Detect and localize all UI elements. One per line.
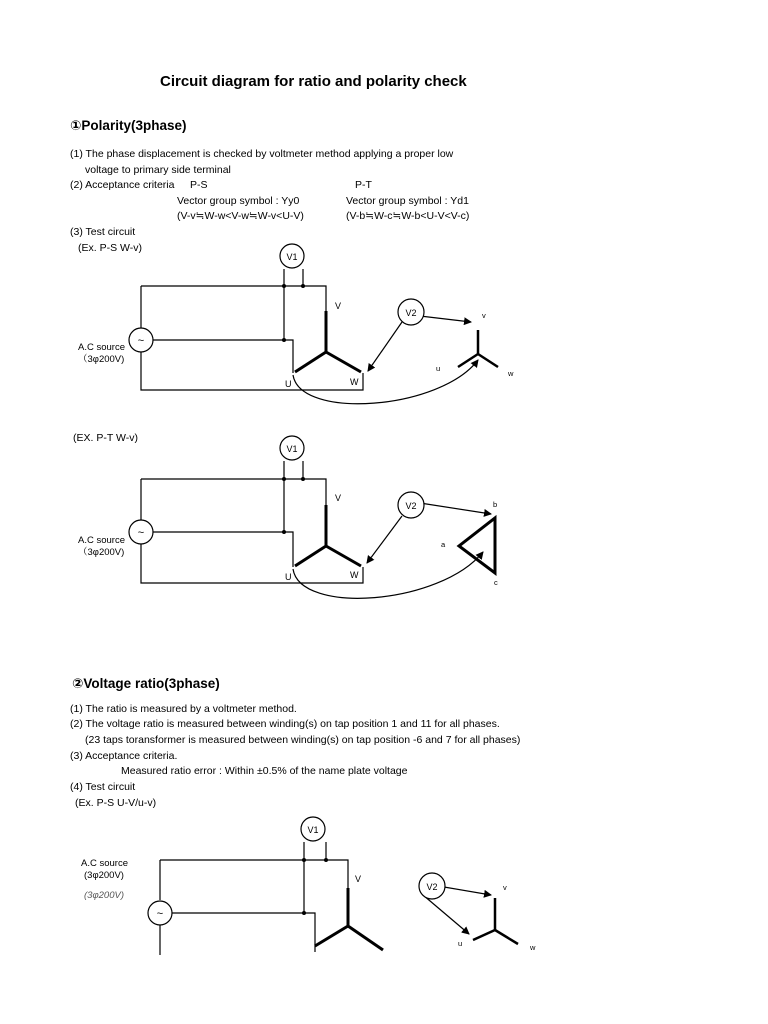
ac-source-label-pt: A.C source	[78, 535, 125, 546]
delta-secondary-pt	[459, 518, 495, 573]
polarity-text-3: (3) Test circuit	[70, 226, 136, 238]
terminal-a-pt: a	[441, 540, 446, 549]
v2-label-ps: V2	[405, 308, 417, 318]
terminal-U-pt: U	[285, 572, 292, 582]
terminal-U-ps: U	[285, 379, 292, 389]
ratio-text-3b: Measured ratio error : Within ±0.5% of the name plate voltage	[121, 765, 408, 777]
example-ps: (Ex. P-S W-v)	[78, 242, 142, 254]
section-heading-polarity: ①Polarity(3phase)	[70, 118, 187, 133]
tilde-icon-pt: ~	[137, 527, 145, 539]
junction-dot	[282, 530, 286, 534]
junction-dot	[301, 477, 305, 481]
wye-primary-ratio	[315, 888, 383, 950]
tilde-icon-ps: ~	[137, 335, 145, 347]
v2-label-pt: V2	[405, 501, 417, 511]
ac-source-label-ps: A.C source	[78, 342, 125, 353]
junction-dot	[282, 477, 286, 481]
ratio-text-2: (2) The voltage ratio is measured between winding(s) on tap position 1 and 11 for all phases.	[70, 718, 500, 730]
terminal-v-ps: v	[482, 311, 486, 320]
terminal-V-pt: V	[335, 493, 342, 503]
wye-primary-ps	[295, 311, 361, 372]
wye-primary-pt	[295, 505, 361, 566]
ac-source-label-ratio: A.C source	[81, 858, 128, 869]
ps-vector-group: Vector group symbol : Yy0	[177, 195, 300, 207]
pt-vector-group: Vector group symbol : Yd1	[346, 195, 469, 207]
junction-dot	[302, 911, 306, 915]
circuit-diagram-pt	[78, 436, 498, 598]
junction-dot	[282, 284, 286, 288]
terminal-v-ratio: v	[503, 883, 507, 892]
wiring-ps	[141, 269, 478, 404]
ps-condition: (V-v≒W-w<V-w≒W-v<U-V)	[177, 210, 304, 222]
junction-dot	[302, 858, 306, 862]
junction-dot	[301, 284, 305, 288]
wye-secondary-ps	[458, 330, 498, 367]
junction-dot	[324, 858, 328, 862]
page-title: Circuit diagram for ratio and polarity check	[160, 73, 467, 90]
ratio-text-1: (1) The ratio is measured by a voltmeter method.	[70, 703, 297, 715]
v1-label-ratio: V1	[307, 825, 319, 835]
v1-label-pt: V1	[286, 444, 298, 454]
terminal-w-ratio: w	[530, 943, 536, 952]
polarity-text-1b: voltage to primary side terminal	[85, 164, 231, 176]
pt-label: P-T	[355, 179, 372, 191]
polarity-text-2: (2) Acceptance criteria	[70, 179, 175, 191]
terminal-u-ps: u	[436, 364, 441, 373]
terminal-u-ratio: u	[458, 939, 463, 948]
ac-source-voltage-handwritten: (3φ200V)	[84, 890, 124, 901]
wye-secondary-ratio	[473, 898, 518, 944]
wiring-pt	[141, 461, 491, 598]
example-ratio: (Ex. P-S U-V/u-v)	[75, 797, 157, 809]
v1-label-ps: V1	[286, 252, 298, 262]
circuit-diagram-ratio	[81, 817, 536, 955]
example-pt: (EX. P-T W-v)	[73, 432, 138, 444]
pt-condition: (V-b≒W-c≒W-b<U-V<V-c)	[346, 210, 470, 222]
terminal-W-ps: W	[350, 377, 359, 387]
tilde-icon-ratio: ~	[156, 908, 164, 920]
terminal-V-ratio: V	[355, 874, 362, 884]
ac-source-voltage-ratio: (3φ200V)	[84, 870, 124, 881]
terminal-V-ps: V	[335, 301, 342, 311]
circuit-diagram-ps	[78, 244, 514, 404]
terminal-b-pt: b	[493, 500, 498, 509]
terminal-W-pt: W	[350, 570, 359, 580]
ac-source-voltage-ps: （3φ200V)	[78, 354, 125, 365]
v2-label-ratio: V2	[426, 882, 438, 892]
ratio-text-4: (4) Test circuit	[70, 781, 136, 793]
terminal-c-pt: c	[494, 578, 498, 587]
ratio-text-2b: (23 taps toransformer is measured between winding(s) on tap position -6 and 7 for all phases)	[85, 734, 521, 746]
ac-source-voltage-pt: （3φ200V)	[78, 547, 125, 558]
ratio-text-3: (3) Acceptance criteria.	[70, 750, 178, 762]
ps-label: P-S	[190, 179, 208, 191]
section-heading-voltage-ratio: ②Voltage ratio(3phase)	[72, 676, 220, 691]
terminal-w-ps: w	[508, 369, 514, 378]
junction-dot	[282, 338, 286, 342]
polarity-text-1a: (1) The phase displacement is checked by voltmeter method applying a proper low	[70, 148, 454, 160]
